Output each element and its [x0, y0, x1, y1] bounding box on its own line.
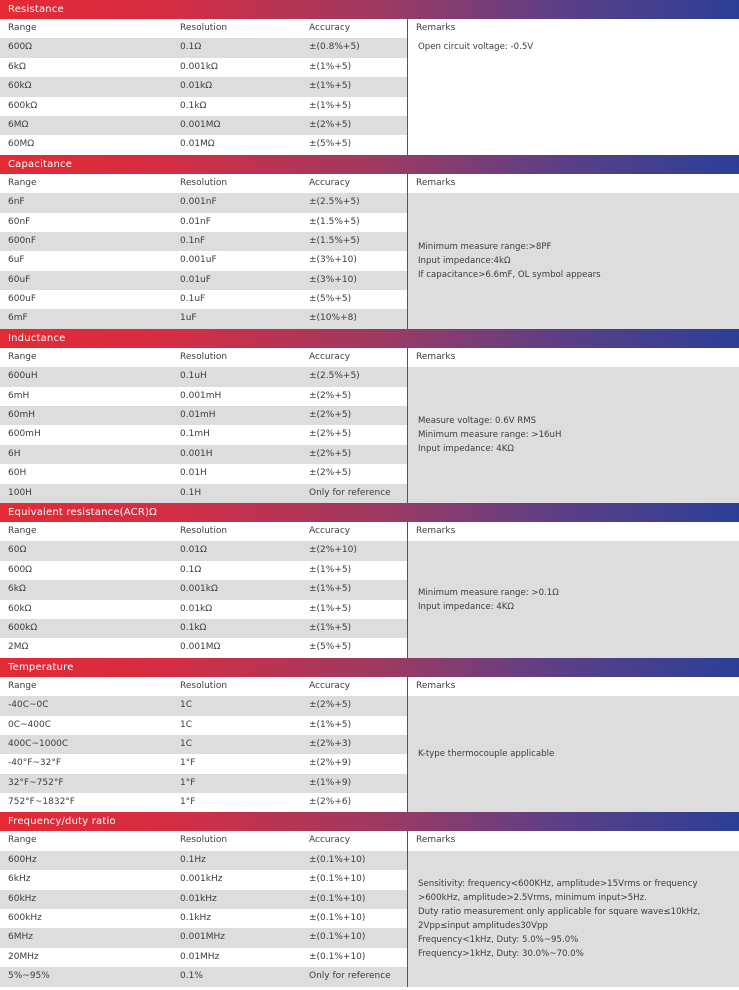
resolution-cell: 1°F	[172, 754, 301, 773]
remarks-block	[408, 541, 739, 657]
remarks-block	[408, 696, 739, 812]
column-header: Accuracy	[301, 348, 408, 367]
range-cell: 20MHz	[0, 948, 172, 967]
remark-line: If capacitance>6.6mF, OL symbol appears	[418, 269, 601, 280]
resolution-cell: 0.001kHz	[172, 870, 301, 889]
spec-table	[0, 174, 739, 329]
accuracy-cell: ±(2%+9)	[301, 754, 408, 773]
range-cell: 60MΩ	[0, 135, 172, 154]
resolution-cell: 0.01kΩ	[172, 77, 301, 96]
remark-line: Sensitivity: frequency<600KHz, amplitude>15Vrms or frequency	[418, 878, 698, 889]
range-cell: 600kΩ	[0, 97, 172, 116]
remark-line: Frequency>1kHz, Duty: 30.0%~70.0%	[418, 948, 584, 959]
column-header: Accuracy	[301, 174, 408, 193]
range-cell: 60H	[0, 464, 172, 483]
range-cell: 6nF	[0, 193, 172, 212]
accuracy-cell: ±(0.1%+10)	[301, 890, 408, 909]
range-cell: 6MHz	[0, 928, 172, 947]
resolution-cell: 1°F	[172, 774, 301, 793]
column-header: Accuracy	[301, 19, 408, 38]
range-cell: 600uF	[0, 290, 172, 309]
accuracy-cell: ±(2%+5)	[301, 696, 408, 715]
column-header: Range	[0, 19, 172, 38]
section	[0, 812, 739, 986]
resolution-cell: 0.01kΩ	[172, 600, 301, 619]
accuracy-cell: ±(1%+5)	[301, 561, 408, 580]
column-header: Remarks	[408, 174, 739, 193]
resolution-cell: 0.001nF	[172, 193, 301, 212]
column-header: Range	[0, 677, 172, 696]
section	[0, 0, 739, 155]
range-cell: 60Ω	[0, 541, 172, 560]
accuracy-cell: ±(2.5%+5)	[301, 193, 408, 212]
range-cell: 60kHz	[0, 890, 172, 909]
accuracy-cell: ±(2%+5)	[301, 445, 408, 464]
resolution-cell: 0.1%	[172, 967, 301, 986]
range-cell: 600kΩ	[0, 619, 172, 638]
column-header: Range	[0, 348, 172, 367]
section-title: Resistance	[0, 0, 739, 19]
accuracy-cell: ±(1%+5)	[301, 580, 408, 599]
resolution-cell: 0.1H	[172, 484, 301, 503]
column-header: Range	[0, 831, 172, 850]
accuracy-cell: ±(1%+9)	[301, 774, 408, 793]
resolution-cell: 0.1nF	[172, 232, 301, 251]
column-header: Range	[0, 522, 172, 541]
accuracy-cell: ±(1%+5)	[301, 619, 408, 638]
accuracy-cell: ±(2%+3)	[301, 735, 408, 754]
range-cell: 100H	[0, 484, 172, 503]
column-header: Accuracy	[301, 677, 408, 696]
column-header: Resolution	[172, 831, 301, 850]
range-cell: -40C~0C	[0, 696, 172, 715]
remarks-block	[408, 367, 739, 503]
spec-table	[0, 348, 739, 503]
remark-line: Input impedance:4kΩ	[418, 255, 511, 266]
accuracy-cell: ±(1%+5)	[301, 97, 408, 116]
remarks-block	[408, 193, 739, 329]
section-title: Temperature	[0, 658, 739, 677]
range-cell: 600Hz	[0, 851, 172, 870]
resolution-cell: 0.01Ω	[172, 541, 301, 560]
resolution-cell: 0.01kHz	[172, 890, 301, 909]
accuracy-cell: ±(3%+10)	[301, 251, 408, 270]
range-cell: 6kΩ	[0, 580, 172, 599]
column-header: Resolution	[172, 677, 301, 696]
column-header: Range	[0, 174, 172, 193]
range-cell: 600kHz	[0, 909, 172, 928]
remark-line: Minimum measure range: >16uH	[418, 430, 562, 441]
accuracy-cell: ±(5%+5)	[301, 638, 408, 657]
section-title: Capacitance	[0, 155, 739, 174]
resolution-cell: 0.1uF	[172, 290, 301, 309]
range-cell: 60nF	[0, 213, 172, 232]
resolution-cell: 1uF	[172, 309, 301, 328]
section-title: Equivalent resistance(ACR)Ω	[0, 503, 739, 522]
accuracy-cell: ±(1.5%+5)	[301, 213, 408, 232]
column-header: Resolution	[172, 19, 301, 38]
remark-line: K-type thermocouple applicable	[418, 749, 555, 760]
accuracy-cell: ±(2.5%+5)	[301, 367, 408, 386]
resolution-cell: 0.01mH	[172, 406, 301, 425]
column-header: Accuracy	[301, 522, 408, 541]
column-header: Resolution	[172, 174, 301, 193]
resolution-cell: 0.01H	[172, 464, 301, 483]
range-cell: 32°F~752°F	[0, 774, 172, 793]
accuracy-cell: ±(2%+5)	[301, 464, 408, 483]
range-cell: 6H	[0, 445, 172, 464]
range-cell: 6MΩ	[0, 116, 172, 135]
range-cell: 752°F~1832°F	[0, 793, 172, 812]
accuracy-cell: ±(0.1%+10)	[301, 909, 408, 928]
accuracy-cell: ±(0.8%+5)	[301, 38, 408, 57]
resolution-cell: 0.001MΩ	[172, 116, 301, 135]
accuracy-cell: ±(1%+5)	[301, 58, 408, 77]
resolution-cell: 0.1mH	[172, 425, 301, 444]
range-cell: 6kHz	[0, 870, 172, 889]
section	[0, 658, 739, 813]
resolution-cell: 1C	[172, 696, 301, 715]
range-cell: 60kΩ	[0, 77, 172, 96]
section	[0, 155, 739, 329]
column-header: Remarks	[408, 522, 739, 541]
resolution-cell: 0.001H	[172, 445, 301, 464]
accuracy-cell: ±(1.5%+5)	[301, 232, 408, 251]
resolution-cell: 0.1Hz	[172, 851, 301, 870]
accuracy-cell: ±(2%+5)	[301, 425, 408, 444]
column-header: Remarks	[408, 348, 739, 367]
accuracy-cell: ±(3%+10)	[301, 271, 408, 290]
section	[0, 503, 739, 658]
section-title: Frequency/duty ratio	[0, 812, 739, 831]
remark-line: 2Vpp≤input amplitudes30Vpp	[418, 920, 548, 931]
resolution-cell: 0.01MHz	[172, 948, 301, 967]
resolution-cell: 0.1kΩ	[172, 97, 301, 116]
resolution-cell: 1C	[172, 735, 301, 754]
column-header: Resolution	[172, 522, 301, 541]
range-cell: 600uH	[0, 367, 172, 386]
range-cell: 5%~95%	[0, 967, 172, 986]
range-cell: 2MΩ	[0, 638, 172, 657]
remark-line: Duty ratio measurement only applicable for square wave≤10kHz,	[418, 906, 701, 917]
accuracy-cell: ±(0.1%+10)	[301, 851, 408, 870]
accuracy-cell: ±(0.1%+10)	[301, 928, 408, 947]
range-cell: 60kΩ	[0, 600, 172, 619]
column-header: Remarks	[408, 831, 739, 850]
resolution-cell: 0.1uH	[172, 367, 301, 386]
resolution-cell: 0.1kHz	[172, 909, 301, 928]
range-cell: 600mH	[0, 425, 172, 444]
range-cell: 6uF	[0, 251, 172, 270]
resolution-cell: 0.001uF	[172, 251, 301, 270]
accuracy-cell: ±(2%+6)	[301, 793, 408, 812]
range-cell: 400C~1000C	[0, 735, 172, 754]
column-header: Remarks	[408, 19, 739, 38]
resolution-cell: 0.001kΩ	[172, 580, 301, 599]
remark-line: Input impedance: 4KΩ	[418, 444, 514, 455]
resolution-cell: 0.01nF	[172, 213, 301, 232]
resolution-cell: 0.001MHz	[172, 928, 301, 947]
remark-line: Frequency<1kHz, Duty: 5.0%~95.0%	[418, 934, 579, 945]
range-cell: 60uF	[0, 271, 172, 290]
resolution-cell: 0.001MΩ	[172, 638, 301, 657]
column-header: Remarks	[408, 677, 739, 696]
range-cell: 0C~400C	[0, 716, 172, 735]
range-cell: -40°F~32°F	[0, 754, 172, 773]
resolution-cell: 0.1kΩ	[172, 619, 301, 638]
accuracy-cell: Only for reference	[301, 967, 408, 986]
remark-line: Open circuit voltage: -0.5V	[418, 42, 534, 53]
resolution-cell: 1C	[172, 716, 301, 735]
spec-table	[0, 831, 739, 986]
accuracy-cell: ±(5%+5)	[301, 290, 408, 309]
spec-table	[0, 677, 739, 813]
remark-line: Input impedance: 4KΩ	[418, 601, 514, 612]
accuracy-cell: ±(5%+5)	[301, 135, 408, 154]
section-title: Inductance	[0, 329, 739, 348]
accuracy-cell: ±(1%+5)	[301, 716, 408, 735]
accuracy-cell: ±(2%+5)	[301, 406, 408, 425]
range-cell: 600Ω	[0, 561, 172, 580]
resolution-cell: 0.001kΩ	[172, 58, 301, 77]
resolution-cell: 1°F	[172, 793, 301, 812]
accuracy-cell: ±(2%+5)	[301, 387, 408, 406]
remark-line: Measure voltage: 0.6V RMS	[418, 416, 537, 427]
remark-line: Minimum measure range:>8PF	[418, 241, 552, 252]
resolution-cell: 0.001mH	[172, 387, 301, 406]
remarks-block	[408, 851, 739, 987]
range-cell: 6mH	[0, 387, 172, 406]
accuracy-cell: ±(1%+5)	[301, 600, 408, 619]
range-cell: 600nF	[0, 232, 172, 251]
column-header: Accuracy	[301, 831, 408, 850]
resolution-cell: 0.1Ω	[172, 561, 301, 580]
resolution-cell: 0.1Ω	[172, 38, 301, 57]
accuracy-cell: ±(0.1%+10)	[301, 948, 408, 967]
resolution-cell: 0.01uF	[172, 271, 301, 290]
spec-table	[0, 522, 739, 658]
section	[0, 329, 739, 503]
remark-line: >600kHz, amplitude>2.5Vrms, minimum input>5Hz.	[418, 892, 647, 903]
accuracy-cell: ±(2%+10)	[301, 541, 408, 560]
resolution-cell: 0.01MΩ	[172, 135, 301, 154]
accuracy-cell: ±(10%+8)	[301, 309, 408, 328]
range-cell: 60mH	[0, 406, 172, 425]
range-cell: 6kΩ	[0, 58, 172, 77]
remarks-block	[408, 38, 739, 154]
range-cell: 6mF	[0, 309, 172, 328]
remark-line: Minimum measure range: >0.1Ω	[418, 587, 559, 598]
accuracy-cell: ±(2%+5)	[301, 116, 408, 135]
range-cell: 600Ω	[0, 38, 172, 57]
accuracy-cell: Only for reference	[301, 484, 408, 503]
spec-table	[0, 19, 739, 155]
column-header: Resolution	[172, 348, 301, 367]
accuracy-cell: ±(1%+5)	[301, 77, 408, 96]
accuracy-cell: ±(0.1%+10)	[301, 870, 408, 889]
